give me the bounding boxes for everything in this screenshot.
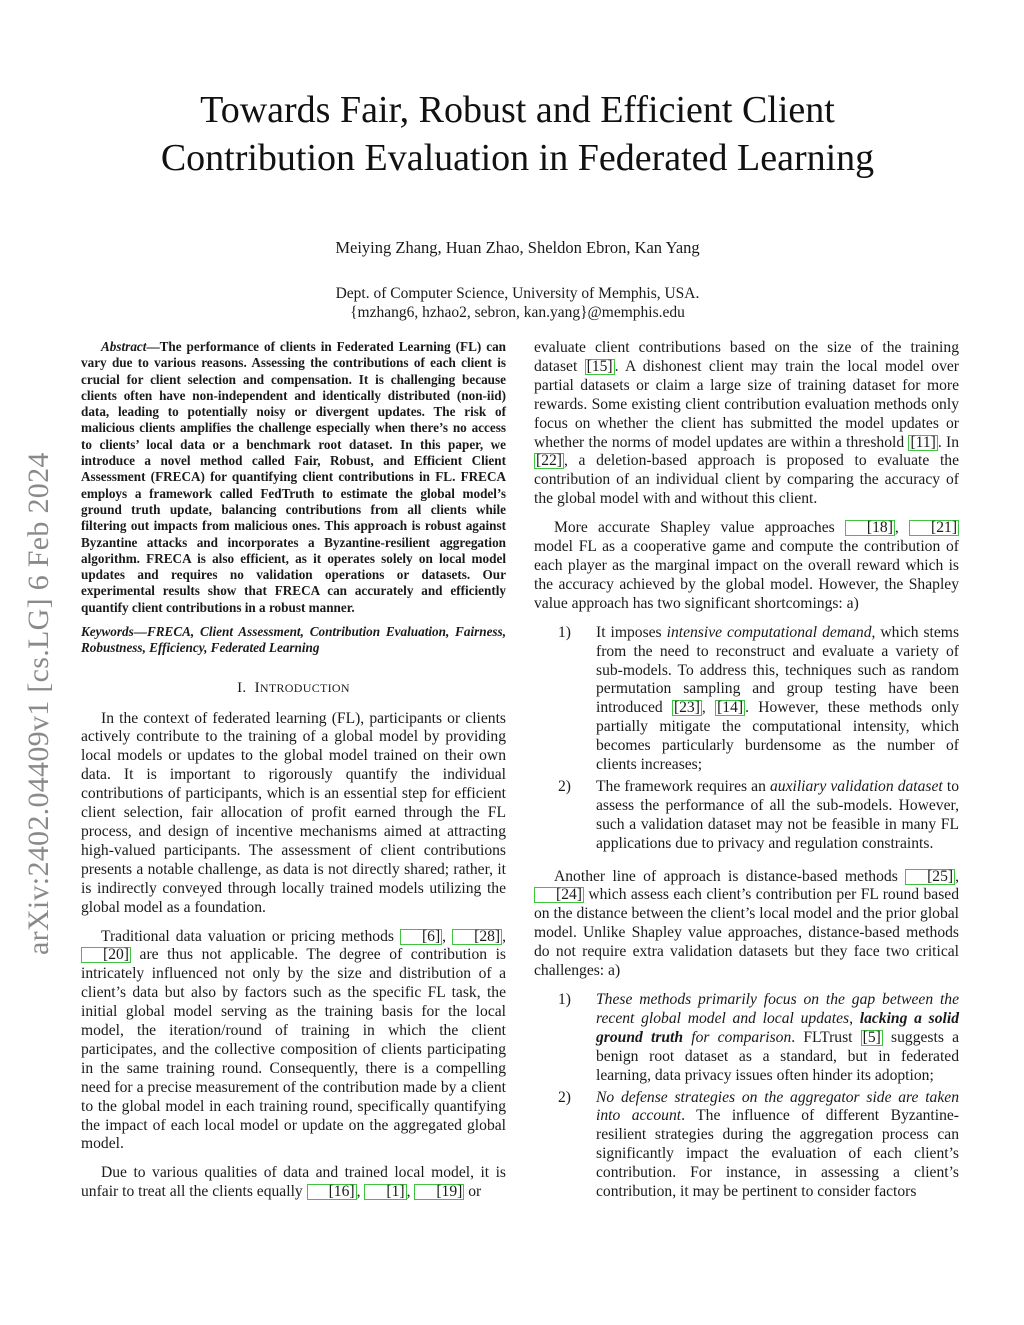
distance-challenges-list (534, 991, 959, 1202)
text-span: . A dishonest client may train the local model over partial datasets or claim a large size of training dataset for more rewards. Some existing client contribution evaluation methods only focus on whether the client has submitted the model updates or whether the norms of model updates are within a threshold (534, 357, 959, 451)
title-line-2: Contribution Evaluation in Federated Learning (160, 137, 875, 179)
text-span: evaluate client contributions based on the size of the training dataset (534, 339, 959, 375)
text-span: The framework requires an (596, 777, 770, 795)
citation-link[interactable]: [5] (862, 1028, 881, 1046)
list-item (534, 778, 959, 854)
emphasis: No defense strategies on the aggregator side are taken into account (596, 1088, 959, 1125)
text-span: model FL as a cooperative game and compute the contribution of each player as the marginal impact on the overall reward which is the accuracy achieved by the global model. However, the Shapley value approach has two significant shortcomings: a) (534, 538, 959, 612)
shapley-shortcomings-list (534, 624, 959, 854)
right-paragraph-3 (534, 868, 959, 981)
intro-paragraph-2 (81, 928, 506, 1155)
text-span: , which stems from the need to reconstruct and evaluate a variety of sub-models. To address this, techniques such as random permutation sampling and group testing have been introduced (596, 623, 960, 717)
emphasis: intensive computational demand (666, 623, 872, 641)
text-span: , (406, 1183, 415, 1201)
text-span: More accurate Shapley value approaches (554, 519, 845, 537)
citation-link[interactable]: [16] (307, 1184, 357, 1200)
intro-paragraph-3 (81, 1164, 506, 1202)
citation-link[interactable]: [22] (536, 452, 562, 470)
right-paragraph-2 (534, 519, 959, 614)
citation-link[interactable]: [20] (81, 947, 131, 963)
citation-link[interactable]: [14] (717, 699, 744, 717)
citation-link[interactable]: [15] (586, 357, 613, 375)
keywords: Keywords—FRECA, Client Assessment, Contribution Evaluation, Fairness, Robustness, Efficiency, Federated Learning (81, 624, 506, 656)
text-span: , a deletion-based approach is proposed to evaluate the contribution of an individual client by comparing the accuracy of the global model with and without this client. (534, 452, 959, 508)
author-emails: {mzhang6, hzhao2, sebron, kan.yang}@memphis.edu (350, 304, 685, 321)
citation-link[interactable]: [18] (845, 520, 895, 536)
text-span: suggests a benign root dataset as a standard, but in federated learning, data privacy issues often hinder its adoption; (596, 1028, 959, 1084)
text-span: . In (937, 433, 960, 451)
citation-link[interactable]: [25] (905, 869, 955, 885)
author-list: Meiying Zhang, Huan Zhao, Sheldon Ebron, Kan Yang (335, 238, 700, 257)
text-span: , (701, 699, 716, 717)
text-span: , (356, 1183, 365, 1201)
citation-link[interactable]: [19] (414, 1184, 464, 1200)
affiliation-block (60, 284, 975, 322)
citation-link[interactable]: [28] (452, 929, 502, 945)
text-span: , (442, 927, 453, 945)
section-numeral: I. (237, 679, 247, 696)
list-item (534, 991, 959, 1086)
citation-link[interactable]: [11] (910, 433, 936, 451)
text-span: or (464, 1183, 482, 1201)
right-paragraph-1 (534, 339, 959, 509)
section-title-rest: NTRODUCTION (259, 680, 350, 695)
title-line-1: Towards Fair, Robust and Efficient Client (200, 89, 835, 131)
citation-link[interactable]: [1] (364, 1184, 406, 1200)
text-span: , (955, 867, 959, 885)
text-span: Due to various qualities of data and trained local model, it is unfair to treat all the clients equally (81, 1164, 506, 1201)
section-first-letter: I (254, 679, 260, 696)
abstract-label: Abstract (101, 339, 147, 354)
text-span: , (502, 927, 507, 945)
citation-link[interactable]: [6] (400, 929, 442, 945)
text-span: Another line of approach is distance-based methods (554, 867, 906, 885)
abstract (81, 339, 506, 616)
list-item (534, 1089, 959, 1202)
emphasis: auxiliary validation dataset (769, 777, 943, 795)
section-heading-introduction (81, 679, 506, 698)
affiliation: Dept. of Computer Science, University of Memphis, USA. (335, 285, 700, 302)
text-span: Traditional data valuation or pricing methods (101, 927, 400, 945)
citation-link[interactable]: [23] (673, 699, 700, 717)
list-number: 1) (558, 623, 571, 641)
text-span: . The influence of different Byzantine-resilient strategies during the aggregation process can significantly impact the evaluation of each client’s contribution. For instance, in assessing a client’s contribution, it may be pertinent to consider factors (596, 1107, 959, 1201)
abstract-text: —The performance of clients in Federated Learning (FL) can vary due to various reasons. Assessing the contributions of each client is crucial for client selection and compensation. It is challenging because clients often have non-independent and identically distributed (non-iid) data, leading to potentially noisy or divergent updates. The risk of malicious clients amplifies the challenge especially when there’s no access to clients’ local data or a benchmark root dataset. In this paper, we introduce a novel method called Fair, Robust, and Efficient Client Assessment (FRECA) for quantifying client contributions in FL. FRECA employs a framework called FedTruth to estimate the global model’s ground truth update, balancing contributions from all clients while filtering out impacts from malicious ones. This approach is robust against Byzantine attacks and incorporates a Byzantine-resilient aggregation algorithm. FRECA is also efficient, as it operates solely on local model updates and requires no validation operations or datasets. Our experimental results show that FRECA can accurately and efficiently quantify client contributions in a robust manner. (81, 339, 506, 615)
intro-paragraph-1: In the context of federated learning (FL), participants or clients actively contribute to the training of a global model by providing local models or updates to the global model trained on their own data. It is important to rigorously quantify the individual contributions of participants, which is an essential step for efficient client selection, fair allocation of profit earned through the FL process, and design of incentive mechanisms aimed at attracting high-valued participants. The assessment of client contributions presents a notable challenge, as data is not directly shared; rather, it is indirectly conveyed through locally trained models utilizing the global model as a foundation. (81, 709, 506, 916)
right-column (534, 339, 959, 1216)
text-span: to assess the performance of all the sub-models. However, such a validation dataset may not be feasible in many FL applications due to privacy and regulation constraints. (596, 777, 959, 852)
left-column (81, 339, 506, 1212)
list-number: 1) (558, 991, 571, 1008)
arxiv-identifier: arXiv:2402.04409v1 [cs.LG] 6 Feb 2024 (22, 452, 55, 955)
citation-link[interactable]: [24] (534, 887, 584, 903)
text-span: . However, these methods only partially mitigate the computational intensity, which becomes particularly burdensome as the number of clients increases; (596, 699, 959, 774)
citation-link[interactable]: [21] (909, 520, 959, 536)
text-span: , (894, 519, 910, 537)
list-number: 2) (558, 777, 571, 795)
list-number: 2) (558, 1088, 571, 1106)
text-span: It imposes (596, 623, 667, 641)
emphasis: for comparison (683, 1028, 792, 1046)
emphasis: These methods primarily focus on the gap between the recent global model and local updates, (596, 991, 959, 1027)
text-span: are thus not applicable. The degree of contribution is intricately influenced not only by the size and distribution of a client’s data but also by factors such as the specific FL task, the initial global model serving as the training basis for the local model, the iteration/round of training in which the client participates, and the collective composition of clients participating in the same training round. Consequently, there is a compelling need for a precise measurement of the contribution made by a client to the global model in each training round, specifically quantifying the impact of each local model or update on the aggregated global model. (81, 946, 506, 1153)
strong-emphasis: lacking a solid ground truth (596, 1009, 959, 1046)
text-span: . FLTrust (791, 1028, 861, 1046)
list-item (534, 624, 959, 775)
text-span: which assess each client’s contribution per FL round based on the distance between the client’s local model and the prior global model. Unlike Shapley value approaches, distance-based methods do not require extra validation datasets but they face two critical challenges: a) (534, 886, 959, 980)
paper-title (60, 86, 975, 182)
